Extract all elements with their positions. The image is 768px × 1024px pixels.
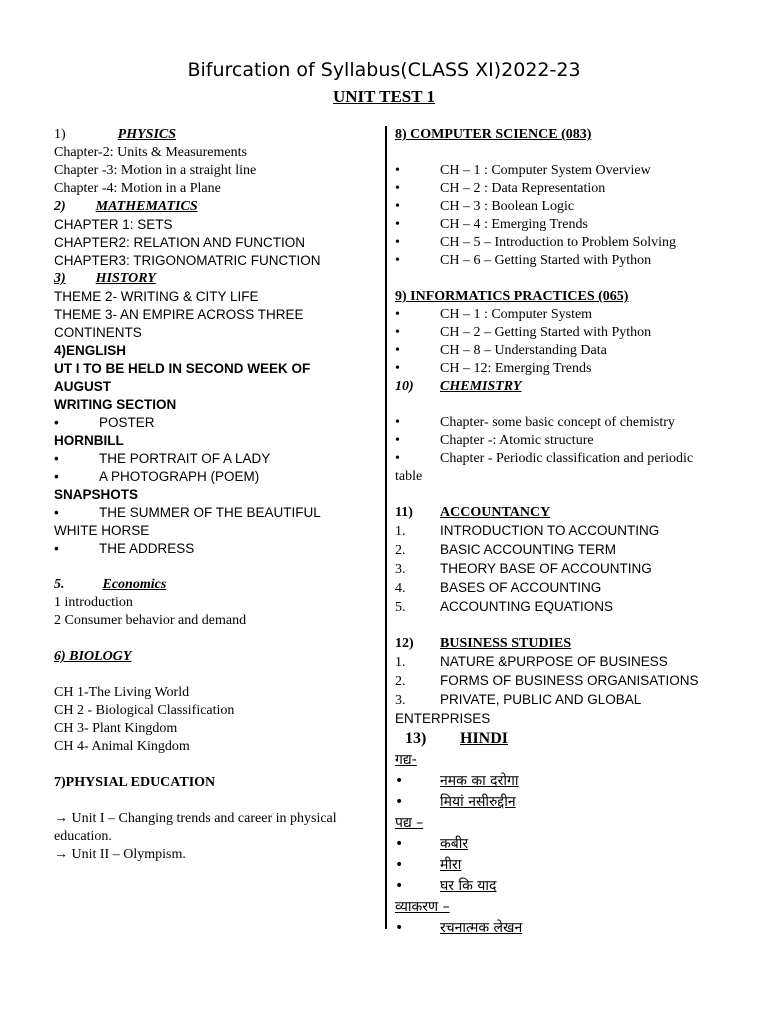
hindi-number: 13) xyxy=(405,730,427,747)
bullet: • xyxy=(54,451,59,466)
pe-heading: 7)PHYSIAL EDUCATION xyxy=(54,775,216,790)
list-item: 5. ACCOUNTING EQUATIONS xyxy=(395,599,614,615)
chemistry-title: CHEMISTRY xyxy=(440,379,522,394)
english-note: UT I TO BE HELD IN SECOND WEEK OF xyxy=(54,361,311,376)
document-subtitle: UNIT TEST 1 xyxy=(332,87,436,106)
list-item: • CH – 6 – Getting Started with Python xyxy=(395,253,652,268)
bullet: • xyxy=(395,451,400,466)
biology-heading: 6) BIOLOGY xyxy=(54,649,132,664)
bullet: • xyxy=(395,307,400,322)
maths-item: CHAPTER3: TRIGONOMATRIC FUNCTION xyxy=(54,253,321,268)
chemistry-number: 10) xyxy=(395,379,414,394)
bullet: • xyxy=(395,343,400,358)
left-column xyxy=(54,126,376,864)
biology-item: CH 4- Animal Kingdom xyxy=(54,739,190,754)
bullet: • xyxy=(54,505,59,520)
maths-heading xyxy=(54,198,376,216)
maths-title: MATHEMATICS xyxy=(95,199,198,214)
list-item: • CH – 8 – Understanding Data xyxy=(395,343,607,358)
bullet: • xyxy=(395,163,400,178)
padya-heading: पद्य – xyxy=(395,815,424,831)
bullet: • xyxy=(395,836,404,852)
bullet: • xyxy=(395,325,400,340)
list-item: • Chapter- some basic concept of chemistry xyxy=(395,415,675,430)
list-item: • A PHOTOGRAPH (POEM) xyxy=(54,469,260,484)
list-item: • THE ADDRESS xyxy=(54,541,195,556)
business-title: BUSINESS STUDIES xyxy=(440,636,572,651)
economics-item: 1 introduction xyxy=(54,595,133,610)
list-item: 2. BASIC ACCOUNTING TERM xyxy=(395,542,617,558)
list-item: 3. PRIVATE, PUBLIC AND GLOBAL xyxy=(395,692,642,708)
list-item: • CH – 2 – Getting Started with Python xyxy=(395,325,652,340)
list-item: 3. THEORY BASE OF ACCOUNTING xyxy=(395,561,652,577)
chemistry-heading xyxy=(395,378,725,396)
list-item: 2. FORMS OF BUSINESS ORGANISATIONS xyxy=(395,673,699,689)
english-heading: 4)ENGLISH xyxy=(54,343,127,358)
hindi-title: HINDI xyxy=(460,730,509,747)
history-item: CONTINENTS xyxy=(54,325,142,340)
economics-item: 2 Consumer behavior and demand xyxy=(54,613,247,628)
pe-item: → Unit II – Olympism. xyxy=(54,847,186,862)
history-number: 3) xyxy=(54,271,66,286)
history-heading xyxy=(54,270,376,288)
english-note: AUGUST xyxy=(54,379,111,394)
writing-section-heading: WRITING SECTION xyxy=(54,397,177,412)
list-item: • CH – 4 : Emerging Trends xyxy=(395,217,588,232)
list-item: • रचनात्मक लेखन xyxy=(395,918,725,939)
list-item: • Chapter -: Atomic structure xyxy=(395,433,594,448)
maths-number: 2) xyxy=(54,199,66,214)
bullet: • xyxy=(395,773,404,789)
history-item: THEME 2- WRITING & CITY LIFE xyxy=(54,289,259,304)
biology-item: CH 2 - Biological Classification xyxy=(54,703,235,718)
list-item: • CH – 3 : Boolean Logic xyxy=(395,199,575,214)
list-item: • नमक का दरोगा xyxy=(395,771,725,792)
vyakaran-heading: व्याकरण – xyxy=(395,899,450,915)
bullet: • xyxy=(395,433,400,448)
list-item: 1. INTRODUCTION TO ACCOUNTING xyxy=(395,523,660,539)
bullet: • xyxy=(395,361,400,376)
accountancy-title: ACCOUNTANCY xyxy=(440,505,551,520)
business-heading xyxy=(395,635,725,653)
bullet: • xyxy=(395,235,400,250)
bullet: • xyxy=(395,217,400,232)
accountancy-number: 11) xyxy=(395,505,413,520)
economics-heading xyxy=(54,576,376,594)
list-item-continuation: table xyxy=(395,469,423,484)
bullet: • xyxy=(395,253,400,268)
economics-number: 5. xyxy=(54,577,65,592)
list-item: • Chapter - Periodic classification and periodic xyxy=(395,451,694,466)
list-item: • CH – 2 : Data Representation xyxy=(395,181,606,196)
history-title: HISTORY xyxy=(95,271,156,286)
list-item: • घर कि याद xyxy=(395,876,725,897)
physics-item: Chapter -3: Motion in a straight line xyxy=(54,163,257,178)
physics-number: 1) xyxy=(54,127,66,142)
biology-item: CH 1-The Living World xyxy=(54,685,190,700)
bullet: • xyxy=(395,920,404,936)
physics-item: Chapter-2: Units & Measurements xyxy=(54,145,247,160)
pe-item: → Unit I – Changing trends and career in physical xyxy=(54,811,337,826)
list-item: • THE PORTRAIT OF A LADY xyxy=(54,451,271,466)
right-column xyxy=(395,126,725,939)
list-item-continuation: ENTERPRISES xyxy=(395,711,491,726)
pe-item-continuation: education. xyxy=(54,829,112,844)
list-item: • मीरा xyxy=(395,855,725,876)
maths-item: CHAPTER 1: SETS xyxy=(54,217,173,232)
hornbill-heading: HORNBILL xyxy=(54,433,124,448)
physics-title: PHYSICS xyxy=(117,127,177,142)
maths-item: CHAPTER2: RELATION AND FUNCTION xyxy=(54,235,306,250)
bullet: • xyxy=(395,857,404,873)
list-item-continuation: WHITE HORSE xyxy=(54,523,150,538)
cs-heading: 8) COMPUTER SCIENCE (083) xyxy=(395,127,592,142)
column-divider xyxy=(385,126,387,929)
list-item: • CH – 5 – Introduction to Problem Solving xyxy=(395,235,677,250)
bullet: • xyxy=(395,878,404,894)
list-item: • मियां नसीरुद्दीन xyxy=(395,792,725,813)
list-item: 1. NATURE &PURPOSE OF BUSINESS xyxy=(395,654,668,670)
bullet: • xyxy=(395,199,400,214)
gadya-heading: गद्य- xyxy=(395,752,417,768)
arrow-icon: → xyxy=(54,811,68,826)
bullet: • xyxy=(395,415,400,430)
physics-heading xyxy=(54,126,376,144)
business-number: 12) xyxy=(395,636,414,651)
hindi-heading xyxy=(395,728,725,750)
ip-heading: 9) INFORMATICS PRACTICES (065) xyxy=(395,289,629,304)
list-item: • POSTER xyxy=(54,415,155,430)
bullet: • xyxy=(54,415,59,430)
physics-item: Chapter -4: Motion in a Plane xyxy=(54,181,221,196)
accountancy-heading xyxy=(395,504,725,522)
list-item: • CH – 1 : Computer System xyxy=(395,307,593,322)
document-title: Bifurcation of Syllabus(CLASS XI)2022-23 xyxy=(187,59,581,81)
list-item: • CH – 12: Emerging Trends xyxy=(395,361,592,376)
history-item: THEME 3- AN EMPIRE ACROSS THREE xyxy=(54,307,304,322)
arrow-icon: → xyxy=(54,847,68,862)
list-item: • THE SUMMER OF THE BEAUTIFUL xyxy=(54,505,321,520)
bullet: • xyxy=(54,469,59,484)
list-item: 4. BASES OF ACCOUNTING xyxy=(395,580,602,596)
economics-title: Economics xyxy=(102,577,167,592)
snapshots-heading: SNAPSHOTS xyxy=(54,487,139,502)
bullet: • xyxy=(54,541,59,556)
bullet: • xyxy=(395,794,404,810)
list-item: • CH – 1 : Computer System Overview xyxy=(395,163,651,178)
biology-item: CH 3- Plant Kingdom xyxy=(54,721,178,736)
list-item: • कबीर xyxy=(395,834,725,855)
bullet: • xyxy=(395,181,400,196)
